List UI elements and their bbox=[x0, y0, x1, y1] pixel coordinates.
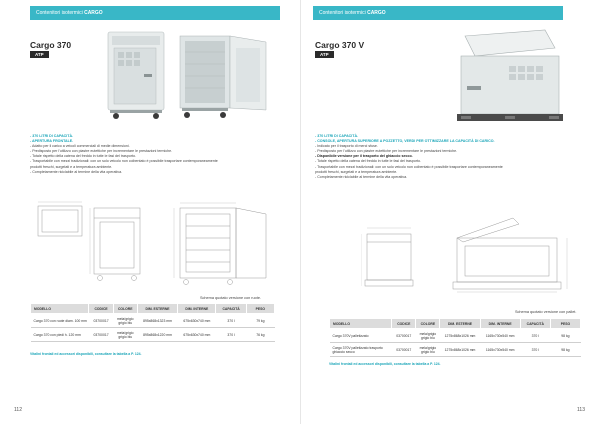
column-header: COLORE bbox=[416, 319, 440, 329]
table-row bbox=[31, 314, 275, 328]
table-row bbox=[330, 329, 581, 343]
cell-capacity: 370 l bbox=[520, 343, 550, 357]
feature-item: - Predisposto per l'utilizzo con piastre eutettiche per incrementare le prestazioni termiche. bbox=[30, 149, 173, 154]
column-header: MODELLO bbox=[330, 319, 392, 329]
cell-model: Cargo 370 con piedi h. 120 mm bbox=[31, 328, 89, 342]
cell-capacity: 370 l bbox=[216, 314, 246, 328]
column-header: MODELLO bbox=[31, 304, 89, 314]
product-photo-closed bbox=[102, 28, 172, 120]
column-header: CODICE bbox=[89, 304, 113, 314]
table-row bbox=[31, 328, 275, 342]
table-header-row bbox=[31, 304, 275, 314]
column-header: CAPACITÀ bbox=[520, 319, 550, 329]
column-header: DIM. INTERNE bbox=[480, 319, 520, 329]
cell-color: mela/grigio grigio blu bbox=[416, 343, 440, 357]
cell-weight: 76 kg bbox=[246, 328, 274, 342]
cell-capacity: 370 l bbox=[216, 328, 246, 342]
product-title: Cargo 370 bbox=[30, 40, 72, 50]
feature-item: - 370 LITRI DI CAPACITÀ. bbox=[315, 134, 359, 138]
cell-color: mela/grigio grigio blu bbox=[416, 329, 440, 343]
cell-code: 03700017 bbox=[392, 329, 416, 343]
feature-item: - CONSOLE, APERTURA SUPERIORE A POZZETTO, VERDI PER OTTIMIZZARE LA CAPACITÀ DI CARICO. bbox=[315, 139, 495, 144]
cell-ext-dim: 1275x868x1026 mm bbox=[440, 343, 480, 357]
feature-item: prodotti freschi, surgelati e a temperatura ambiente. bbox=[315, 169, 398, 174]
feature-item: - Predisposto per l'utilizzo con piastre eutettiche per incrementare le prestazioni termiche. bbox=[315, 149, 458, 154]
section-header bbox=[313, 6, 563, 20]
column-header: CAPACITÀ bbox=[216, 304, 246, 314]
accessories-note: Vitalini frontali ed accessori disponibili, consultare la tabella a P. 124. bbox=[329, 362, 441, 366]
column-header: CODICE bbox=[392, 319, 416, 329]
section-bold: CARGO bbox=[367, 10, 386, 16]
right-page bbox=[300, 0, 600, 424]
cell-model: Cargo 370 con ruote diam. 100 mm bbox=[31, 314, 89, 328]
drawing-caption: Schema quotato versione con ruote. bbox=[200, 296, 261, 300]
section-prefix: Contenitori isotermici bbox=[319, 10, 366, 16]
technical-drawing bbox=[30, 198, 275, 290]
technical-drawing bbox=[361, 212, 581, 296]
atp-badge: ATP bbox=[30, 51, 49, 58]
cell-ext-dim: 1275x868x1026 mm bbox=[440, 329, 480, 343]
cell-code: 03700017 bbox=[89, 328, 113, 342]
cell-weight: 79 kg bbox=[246, 314, 274, 328]
page-number: 112 bbox=[14, 407, 22, 413]
feature-item: - Totale rispetto della catena del freddo in tutte le fasi del trasporto. bbox=[315, 159, 422, 164]
feature-item: - Indicato per il trasporto di merci sfuse. bbox=[315, 144, 378, 149]
cell-capacity: 370 l bbox=[520, 329, 550, 343]
cell-ext-dim: 895x868x1220 mm bbox=[137, 328, 177, 342]
table-row bbox=[330, 343, 581, 357]
feature-item: - Trasportabile con mezzi tradizionali: con un solo veicolo non coibentato è possibile trasportare contemporaneamente bbox=[30, 159, 218, 164]
cell-ext-dim: 895x868x1323 mm bbox=[137, 314, 177, 328]
cell-int-dim: 675x630x740 mm bbox=[178, 314, 216, 328]
feature-list bbox=[30, 134, 218, 175]
cell-int-dim: 675x630x740 mm bbox=[178, 328, 216, 342]
feature-item: - Disponibile versione per il trasporto del ghiaccio secco. bbox=[315, 154, 413, 159]
column-header: PESO bbox=[550, 319, 580, 329]
drawing-caption: Schema quotato versione con pallet. bbox=[515, 310, 577, 314]
spec-table bbox=[30, 303, 275, 342]
cell-model: Cargo 370V palletizzato trasporto ghiaccio secco bbox=[330, 343, 392, 357]
cell-code: 03700017 bbox=[89, 314, 113, 328]
table-header-row bbox=[330, 319, 581, 329]
cell-color: mela/grigio grigio blu bbox=[113, 328, 137, 342]
accessories-note: Vitalini frontali ed accessori disponibili, consultare la tabella a P. 124. bbox=[30, 352, 142, 356]
product-photo bbox=[451, 26, 581, 126]
feature-item: - Completamente riciclabile al termine della vita operativa. bbox=[30, 169, 123, 174]
cell-code: 03700017 bbox=[392, 343, 416, 357]
cell-int-dim: 1165x730x540 mm bbox=[480, 329, 520, 343]
feature-item: - Trasportabile con mezzi tradizionali: con un solo veicolo non coibentato è possibile trasportare contemporaneamente bbox=[315, 164, 503, 169]
cell-weight: 98 kg bbox=[550, 343, 580, 357]
column-header: DIM. ESTERNE bbox=[137, 304, 177, 314]
cell-model: Cargo 370V palletizzato bbox=[330, 329, 392, 343]
cell-color: mela/grigio grigio blu bbox=[113, 314, 137, 328]
spec-table bbox=[329, 318, 581, 357]
cell-int-dim: 1165x730x540 mm bbox=[480, 343, 520, 357]
column-header: PESO bbox=[246, 304, 274, 314]
atp-badge: ATP bbox=[315, 51, 334, 58]
feature-list bbox=[315, 134, 503, 180]
feature-item: - Adatto per il carico a veicoli commerciali di medie dimensioni. bbox=[30, 144, 130, 149]
cell-weight: 98 kg bbox=[550, 329, 580, 343]
column-header: DIM. ESTERNE bbox=[440, 319, 480, 329]
section-prefix: Contenitori isotermici bbox=[36, 10, 83, 16]
section-header bbox=[30, 6, 280, 20]
feature-item: - Totale rispetto della catena del freddo in tutte le fasi del trasporto. bbox=[30, 154, 137, 159]
product-title: Cargo 370 V bbox=[315, 40, 365, 50]
feature-item: prodotti freschi, surgelati e a temperatura ambiente. bbox=[30, 164, 113, 169]
feature-item: - Completamente riciclabile al termine della vita operativa. bbox=[315, 174, 408, 179]
column-header: DIM. INTERNE bbox=[178, 304, 216, 314]
product-photo-open bbox=[176, 30, 274, 120]
feature-item: - 370 LITRI DI CAPACITÀ. bbox=[30, 134, 74, 138]
section-bold: CARGO bbox=[84, 10, 103, 16]
column-header: COLORE bbox=[113, 304, 137, 314]
feature-item: - APERTURA FRONTALE. bbox=[30, 139, 74, 144]
page-number: 113 bbox=[577, 407, 585, 413]
